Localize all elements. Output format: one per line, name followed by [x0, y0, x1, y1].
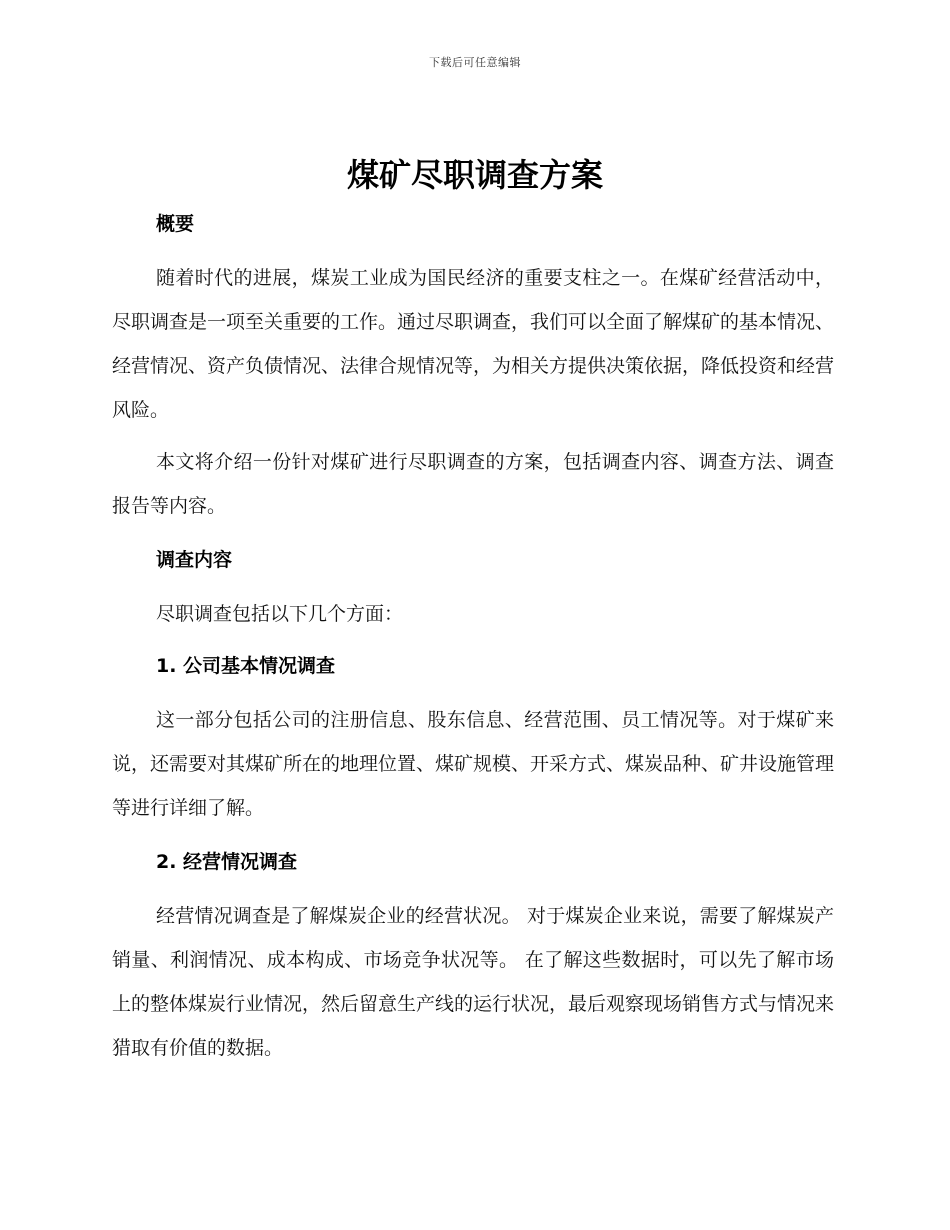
document-title: 煤矿尽职调查方案 [346, 156, 603, 194]
page-header-note: 下载后可任意编辑 [429, 56, 521, 69]
overview-paragraph-1: 随着时代的进展，煤炭工业成为国民经济的重要支柱之一。在煤矿经营活动中，尽职调查是一项至关重要的工作。通过尽职调查，我们可以全面了解煤矿的基本情况、经营情况、资产负债情况、法律合规情况等，为相关方提供决策依据，降低投资和经营风险。 [112, 267, 835, 421]
content-intro: 尽职调查包括以下几个方面： [156, 603, 404, 625]
subheading-company-basics: 1. 公司基本情况调查 [156, 655, 336, 677]
overview-paragraph-2: 本文将介绍一份针对煤矿进行尽职调查的方案，包括调查内容、调查方法、调查报告等内容。 [112, 451, 834, 517]
document-body [112, 200, 834, 1070]
section-heading-overview: 概要 [156, 213, 195, 235]
subheading-operations: 2. 经营情况调查 [156, 851, 298, 873]
section-heading-content: 调查内容 [156, 549, 233, 571]
company-basics-paragraph: 这一部分包括公司的注册信息、股东信息、经营范围、员工情况等。对于煤矿来说，还需要对其煤矿所在的地理位置、煤矿规模、开采方式、煤炭品种、矿井设施管理等进行详细了解。 [112, 709, 835, 819]
operations-paragraph: 经营情况调查是了解煤炭企业的经营状况。 对于煤炭企业来说，需要了解煤炭产销量、利润情况、成本构成、市场竞争状况等。 在了解这些数据时，可以先了解市场上的整体煤炭行业情况，然后留意生产线的运行状况，最后观察现场销售方式与情况来猎取有价值的数据。 [112, 905, 835, 1059]
